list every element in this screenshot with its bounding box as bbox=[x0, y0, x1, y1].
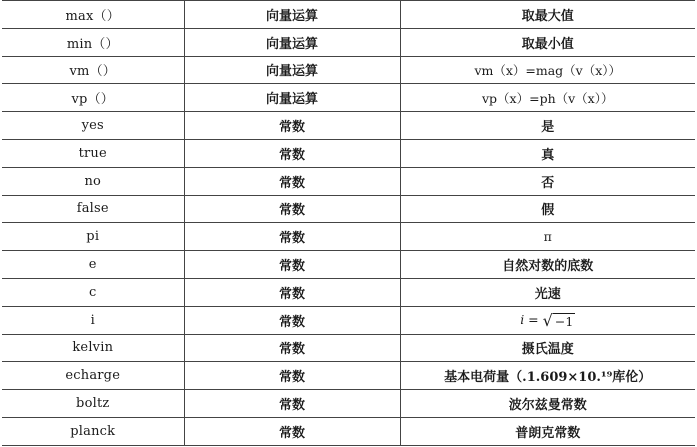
table-row bbox=[2, 56, 695, 84]
function-name: vm（） bbox=[2, 56, 184, 84]
math-lhs: i = bbox=[520, 311, 539, 327]
function-category: 常数 bbox=[184, 223, 400, 251]
table-row bbox=[2, 306, 695, 334]
table-row bbox=[2, 223, 695, 251]
function-name: c bbox=[2, 278, 184, 306]
function-name: planck bbox=[2, 417, 184, 445]
function-description: 取最大值 bbox=[400, 1, 695, 29]
function-description: 否 bbox=[400, 167, 695, 195]
function-description: 波尔兹曼常数 bbox=[400, 390, 695, 418]
function-table bbox=[2, 0, 695, 446]
table-row bbox=[2, 112, 695, 140]
function-description: π bbox=[400, 223, 695, 251]
table-row bbox=[2, 251, 695, 279]
math-radicand: −1 bbox=[554, 313, 574, 329]
table-row bbox=[2, 195, 695, 223]
table-row bbox=[2, 278, 695, 306]
function-category: 常数 bbox=[184, 334, 400, 362]
function-description: 摄氏温度 bbox=[400, 334, 695, 362]
function-category: 常数 bbox=[184, 139, 400, 167]
function-name: max（） bbox=[2, 1, 184, 29]
function-category: 常数 bbox=[184, 167, 400, 195]
function-category: 常数 bbox=[184, 390, 400, 418]
function-category: 常数 bbox=[184, 112, 400, 140]
function-name: boltz bbox=[2, 390, 184, 418]
function-description: 取最小值 bbox=[400, 28, 695, 56]
table-row bbox=[2, 84, 695, 112]
function-name: yes bbox=[2, 112, 184, 140]
function-name: pi bbox=[2, 223, 184, 251]
function-category: 向量运算 bbox=[184, 28, 400, 56]
function-description-math bbox=[400, 306, 695, 334]
table-row bbox=[2, 390, 695, 418]
function-category: 向量运算 bbox=[184, 1, 400, 29]
table-row bbox=[2, 139, 695, 167]
function-category: 常数 bbox=[184, 278, 400, 306]
table-row bbox=[2, 362, 695, 390]
sqrt-symbol: √ −1 bbox=[542, 310, 574, 330]
function-category: 常数 bbox=[184, 362, 400, 390]
table-row bbox=[2, 1, 695, 29]
function-description: 是 bbox=[400, 112, 695, 140]
function-category: 向量运算 bbox=[184, 84, 400, 112]
function-category: 常数 bbox=[184, 417, 400, 445]
function-category: 常数 bbox=[184, 306, 400, 334]
function-description: 光速 bbox=[400, 278, 695, 306]
function-name: i bbox=[2, 306, 184, 334]
function-category: 向量运算 bbox=[184, 56, 400, 84]
function-description: 假 bbox=[400, 195, 695, 223]
function-description: 自然对数的底数 bbox=[400, 251, 695, 279]
function-description: vp（x）=ph（v（x）） bbox=[400, 84, 695, 112]
table-row bbox=[2, 334, 695, 362]
function-name: true bbox=[2, 139, 184, 167]
function-description: 基本电荷量（.1.609×10.¹⁹库伦） bbox=[400, 362, 695, 390]
function-name: false bbox=[2, 195, 184, 223]
function-description: 普朗克常数 bbox=[400, 417, 695, 445]
function-description: 真 bbox=[400, 139, 695, 167]
function-description: vm（x）=mag（v（x）） bbox=[400, 56, 695, 84]
function-name: echarge bbox=[2, 362, 184, 390]
function-name: min（） bbox=[2, 28, 184, 56]
function-name: e bbox=[2, 251, 184, 279]
function-name: kelvin bbox=[2, 334, 184, 362]
function-name: vp（） bbox=[2, 84, 184, 112]
function-category: 常数 bbox=[184, 251, 400, 279]
table-row bbox=[2, 28, 695, 56]
function-name: no bbox=[2, 167, 184, 195]
function-category: 常数 bbox=[184, 195, 400, 223]
table-row bbox=[2, 167, 695, 195]
table-row bbox=[2, 417, 695, 445]
